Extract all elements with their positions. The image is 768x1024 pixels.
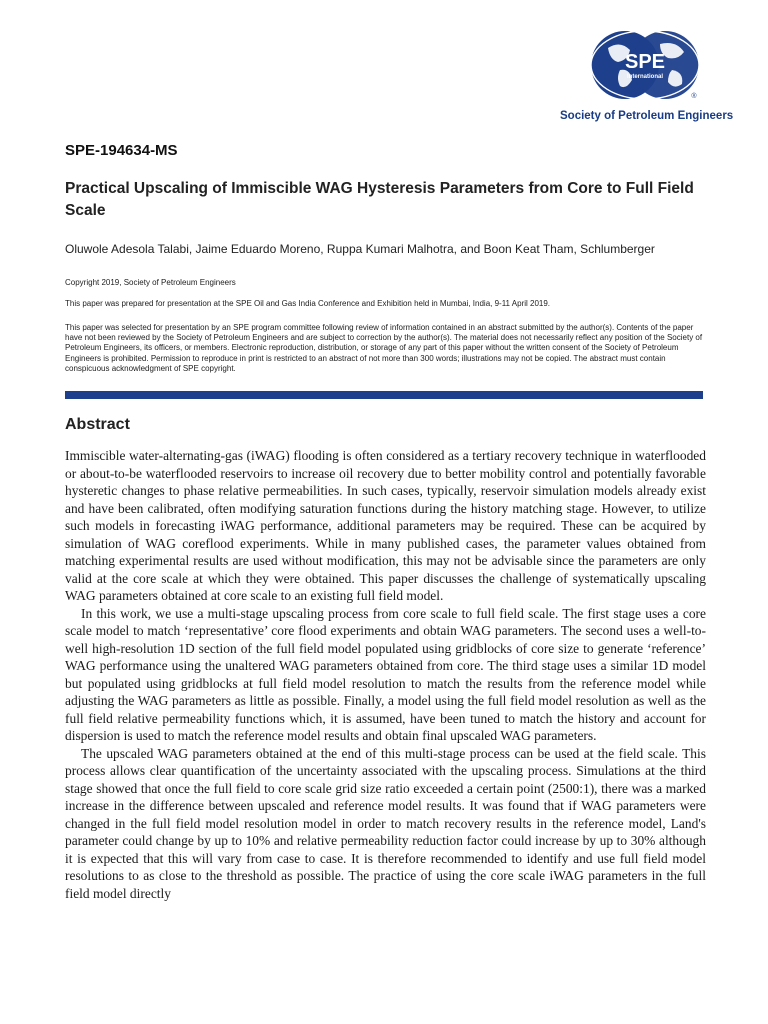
abstract-heading: Abstract [65,416,130,433]
section-divider [65,391,703,399]
logo-mark-subtext: International [626,74,664,80]
paper-id: SPE-194634-MS [65,142,178,159]
abstract-paragraph: Immiscible water-alternating-gas (iWAG) flooding is often considered as a tertiary recovery technique in waterflooded or about-to-be waterflooded reservoirs to increase oil recovery due to better mobility control and potentially favorable hysteretic changes to phase relative permeabilities. In such cases, typically, reservoir simulation models already exist and have been calibrated, often modifying saturation functions during the history matching stage. However, to utilize such models in forecasting iWAG performance, additional parameters may be required. These can be acquired by simulation of WAG coreflood experiments. While in many published cases, the parameter values obtained from matching experimental results are used without modification, this may not be advisable since the parameters are only valid at the core scale at which they were obtained. This paper discusses the challenge of systematically upscaling WAG parameters obtained at core scale to an existing full field model. [65,448,706,603]
spe-globe-icon [590,30,700,100]
abstract-body [65,447,706,902]
abstract-paragraph: The upscaled WAG parameters obtained at the end of this multi-stage process can be used at the field scale. This process allows clear quantification of the uncertainty associated with the upscaling process. Simulations at the third stage showed that once the full field to core scale grid size ratio exceeded a certain point (2500:1), there was a marked increase in the difference between upscaled and reference model results. It was found that if WAG parameters were changed in the full field model resolution model in order to match recovery results in the reference model, Land's parameter could change by up to 10% and relative permeability reduction factor could increase by up to 30% although it is expected that this will vary from case to case. It is therefore recommended to identify and use full field model resolutions to as close to the threshold as possible. The practice of using the core scale iWAG parameters in the full field model directly [65,745,706,901]
abstract-paragraph: In this work, we use a multi-stage upscaling process from core scale to full field scale. The first stage uses a core scale model to match ‘representative’ core flood experiments and obtain WAG parameters. The second uses a well-to-well high-resolution 1D section of the full field model populated using gridblocks of core size to generate ‘reference’ WAG performance using the unaltered WAG parameters obtained from core. The third stage uses a similar 1D model but populated using gridblocks at full field model resolution to match the results from the reference model while adjusting the WAG parameters as little as possible. Finally, a model using the full field model resolution as well as the full field relative permeability functions which, it is assumed, have been tuned to match the history and account for dispersion is used to match the reference model results and obtain final upscaled WAG parameters. [65,605,706,743]
registered-mark: ® [691,93,697,100]
logo-mark-text: SPE [624,51,666,73]
selection-notice: This paper was selected for presentation by an SPE program committee following review of information contained in an abstract submitted by the author(s). Contents of the paper have not been reviewed by the Society of Petroleum Engineers and are subject to correction by the author(s). The material does not necessarily reflect any position of the Society of Petroleum Engineers, its officers, or members. Electronic reproduction, distribution, or storage of any part of this paper without the written consent of the Society of Petroleum Engineers is prohibited. Permission to reproduce in print is restricted to an abstract of not more than 300 words; illustrations may not be copied. The abstract must contain conspicuous acknowledgment of SPE copyright. [65,323,703,373]
spe-logo [560,30,734,126]
author-list: Oluwole Adesola Talabi, Jaime Eduardo Moreno, Ruppa Kumari Malhotra, and Boon Keat Tham, Schlumberger [65,242,655,256]
paper-title: Practical Upscaling of Immiscible WAG Hysteresis Parameters from Core to Full Field Scale [65,180,694,219]
presentation-notice: This paper was prepared for presentation at the SPE Oil and Gas India Conference and Exhibition held in Mumbai, India, 9-11 April 2019. [65,299,551,308]
society-name: Society of Petroleum Engineers [560,110,734,122]
copyright-notice: Copyright 2019, Society of Petroleum Engineers [65,278,236,287]
